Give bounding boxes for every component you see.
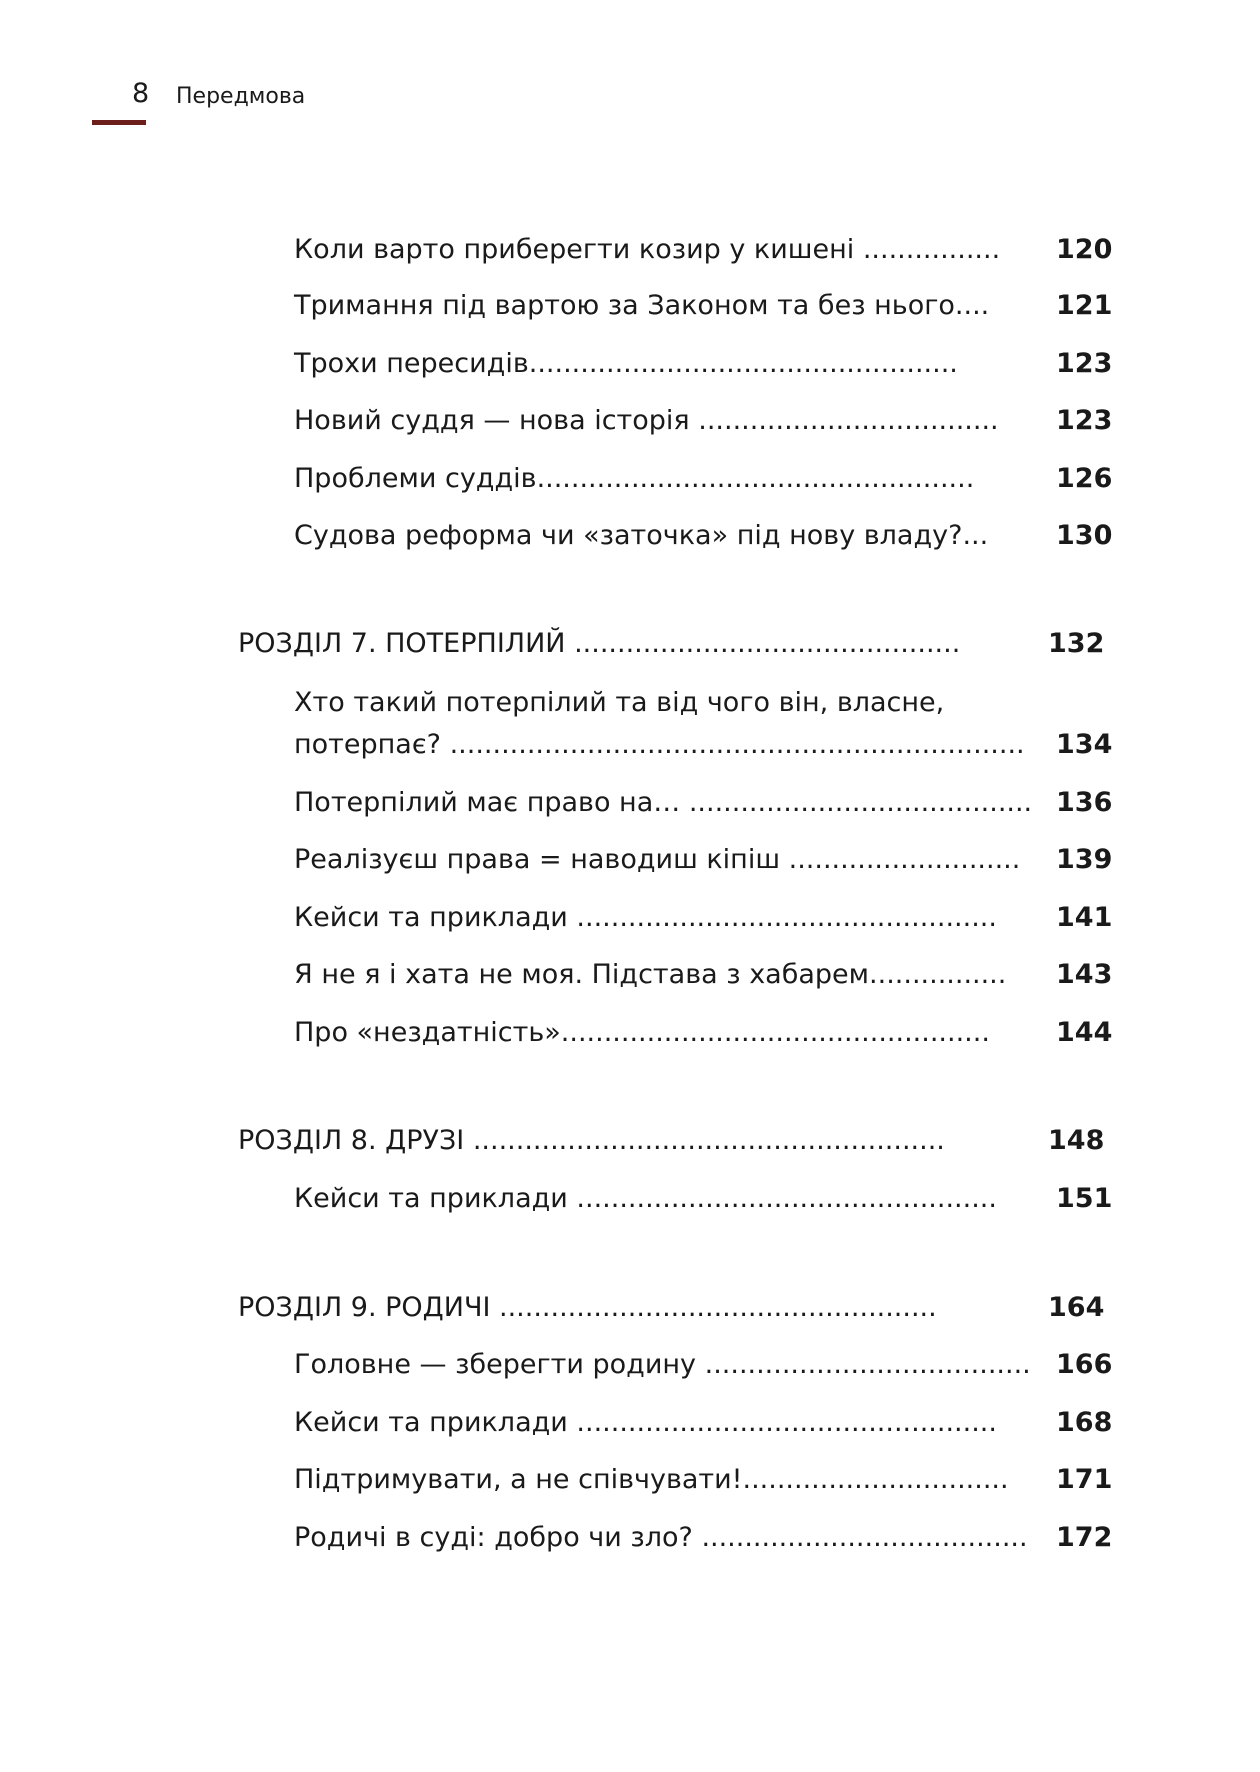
toc-entry-title: Тримання під вартою за Законом та без нього — [294, 290, 955, 321]
toc-leader-dots: ....................................................... — [472, 1125, 945, 1156]
toc-entry-title: Судова реформа чи «заточка» під нову владу? — [294, 520, 963, 551]
toc-page-number: 134 — [1056, 729, 1113, 760]
header-accent-rule — [92, 120, 146, 125]
toc-leader-dots: ................................................. — [576, 1407, 997, 1438]
toc-page-number: 121 — [1056, 290, 1113, 321]
toc-entry-title: Підтримувати, а не співчувати! — [294, 1464, 743, 1495]
toc-leader-dots: ................ — [862, 234, 1001, 265]
page-number: 8 — [132, 78, 150, 109]
toc-leader-dots: .................................................. — [528, 348, 958, 379]
toc-entry-title: Кейси та приклади — [294, 1183, 577, 1214]
running-head-title: Передмова — [176, 84, 306, 109]
toc-leader-dots: ................................... — [698, 405, 999, 436]
toc-leader-dots: ... — [962, 520, 989, 551]
toc-leader-dots: ................................................... — [499, 1292, 937, 1323]
toc-entry-title: Новий суддя — нова історія — [294, 405, 699, 436]
toc-leader-dots: ........................... — [788, 844, 1021, 875]
toc-leader-dots: .... — [954, 290, 990, 321]
toc-entry-title: Кейси та приклади — [294, 1407, 577, 1438]
toc-page-number: 123 — [1056, 405, 1113, 436]
toc-entry-title: Проблеми суддів — [294, 463, 537, 494]
toc-page-number: 166 — [1056, 1349, 1113, 1380]
toc-page-number: 164 — [1048, 1292, 1105, 1323]
toc-page-number: 123 — [1056, 348, 1113, 379]
toc-page-number: 120 — [1056, 234, 1113, 265]
toc-page-number: 132 — [1048, 628, 1105, 659]
toc-chapter-title: РОЗДІЛ 7. ПОТЕРПІЛИЙ — [238, 628, 575, 659]
toc-leader-dots: ................ — [869, 959, 1007, 990]
toc-leader-dots: ........................................ — [688, 787, 1033, 818]
toc-entry-title: Реалізуєш права = наводиш кіпіш — [294, 844, 789, 875]
toc-chapter-title: РОЗДІЛ 9. РОДИЧІ — [238, 1292, 500, 1323]
toc-leader-dots: ...................................... — [704, 1349, 1031, 1380]
toc-entry-title-line1: Хто такий потерпілий та від чого він, власне, — [294, 687, 945, 718]
toc-page-number: 151 — [1056, 1183, 1113, 1214]
toc-leader-dots: .................................................. — [560, 1017, 990, 1048]
toc-leader-dots: ............................... — [742, 1464, 1009, 1495]
toc-page-number: 139 — [1056, 844, 1113, 875]
toc-page-number: 172 — [1056, 1522, 1113, 1553]
toc-leader-dots: ................................................. — [576, 1183, 997, 1214]
toc-leader-dots: ................................................. — [576, 902, 997, 933]
toc-chapter-title: РОЗДІЛ 8. ДРУЗІ — [238, 1125, 473, 1156]
toc-entry-title: Кейси та приклади — [294, 902, 577, 933]
toc-page-number: 168 — [1056, 1407, 1113, 1438]
toc-leader-dots: ...................................... — [701, 1522, 1028, 1553]
toc-page-number: 126 — [1056, 463, 1113, 494]
toc-page-number: 171 — [1056, 1464, 1113, 1495]
toc-leader-dots: ................................................... — [536, 463, 975, 494]
toc-leader-dots: ................................................................... — [449, 729, 1025, 760]
toc-leader-dots: ............................................. — [574, 628, 961, 659]
toc-entry-title: Трохи пересидів — [294, 348, 529, 379]
toc-page-number: 143 — [1056, 959, 1113, 990]
toc-entry-title: Потерпілий має право на… — [294, 787, 689, 818]
toc-entry-title: Головне — зберегти родину — [294, 1349, 705, 1380]
toc-entry-title: Коли варто приберегти козир у кишені — [294, 234, 863, 265]
toc-page-number: 148 — [1048, 1125, 1105, 1156]
toc-page-number: 136 — [1056, 787, 1113, 818]
toc-entry-title: Я не я і хата не моя. Підстава з хабарем — [294, 959, 870, 990]
toc-page-number: 141 — [1056, 902, 1113, 933]
toc-page-number: 144 — [1056, 1017, 1113, 1048]
toc-entry-title: Про «нездатність» — [294, 1017, 561, 1048]
toc-entry-title: Родичі в суді: добро чи зло? — [294, 1522, 702, 1553]
toc-entry-title: потерпає? — [294, 729, 450, 760]
toc-page-number: 130 — [1056, 520, 1113, 551]
